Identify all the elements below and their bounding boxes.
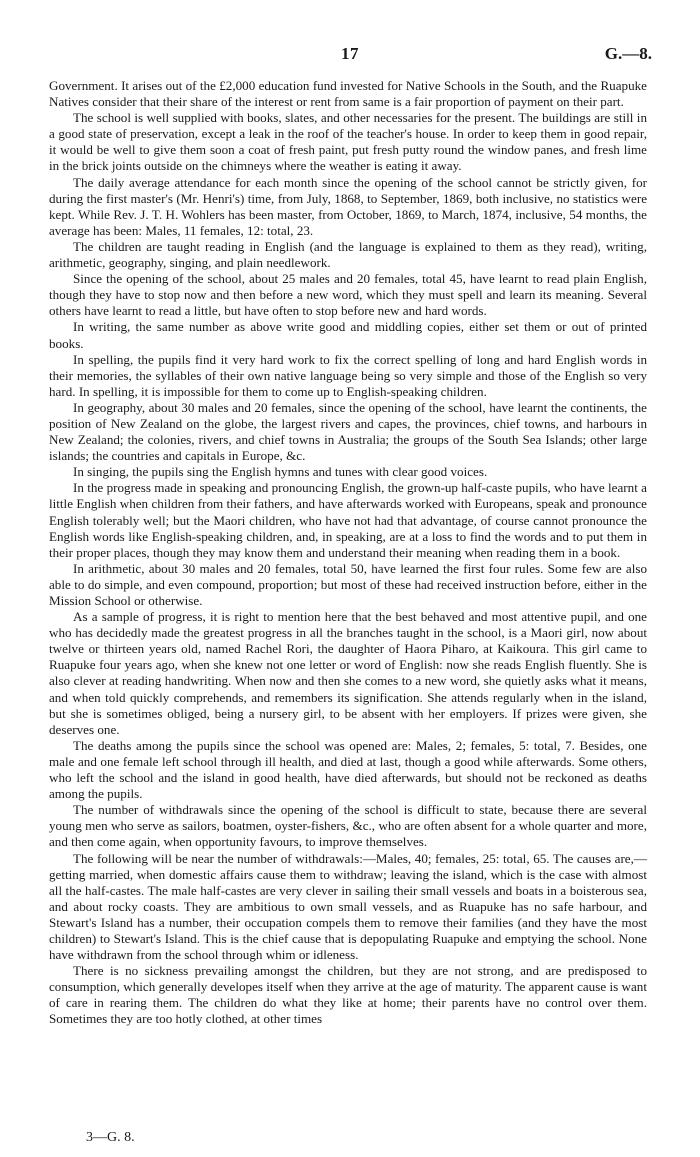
paragraph: Since the opening of the school, about 25 males and 20 females, total 45, have learnt to read plain English, though they have to stop now and then before a new word, which they must spell and learn its meaning. Several others have learnt to read a little, but have often to stop before new and hard words. — [49, 271, 647, 319]
paragraph: In the progress made in speaking and pronouncing English, the grown-up half-caste pupils, who have learnt a little English when children from their fathers, and have afterwards worked with Europeans, speak and pronounce English tolerably well; but the Maori children, who have not had that advantage, of course cannot pronounce the English words like English-speaking children, and, in speaking, are at a loss to find the words and to put them in their proper places, though they may know them and understand their meaning when reading them in a book. — [49, 480, 647, 560]
paragraph: As a sample of progress, it is right to mention here that the best behaved and most attentive pupil, and one who has decidedly made the greatest progress in all the branches taught in the school, is a Maori girl, now about twelve or thirteen years old, named Rachel Rori, the daughter of Haora Piharo, at Kaikoura. This girl came to Ruapuke four years ago, when she knew not one letter or word of English: now she reads English fluently. She is also clever at reading handwriting. When now and then she comes to a new word, she quietly asks what it means, and when told quickly comprehends, and remembers its signification. She attends regularly when in the island, but she is sometimes obliged, being a nursery girl, to be absent with her employers. If prizes were given, she deserves one. — [49, 609, 647, 737]
page-number: 17 — [341, 44, 359, 63]
paragraph: In spelling, the pupils find it very hard work to fix the correct spelling of long and hard English words in their memories, the syllables of their own native language being so very simple and those of the English so very hard. In spelling, it is impossible for them to come up to English-speaking children. — [49, 351, 647, 399]
paragraph: Government. It arises out of the £2,000 education fund invested for Native Schools in the South, and the Ruapuke Natives consider that their share of the interest or rent from same is a fair proportion of payment on their part. — [49, 78, 647, 110]
paragraph: The following will be near the number of withdrawals:—Males, 40; females, 25: total, 65. The causes are,—getting married, when domestic affairs cause them to withdraw; leaving the island, which is the case with almost all the half-castes. The male half-castes are very clever in sailing their small vessels and boats in a boisterous sea, and about rocky coasts. They are ambitious to own small vessels, and as Ruapuke has no safe harbour, and Stewart's Island has a number, their occupation compels them to remove their families (and they have the most children) to Stewart's Island. This is the chief cause that is depopulating Ruapuke and emptying the school. None have withdrawn from the school through whim or idleness. — [49, 850, 647, 963]
paragraph: The school is well supplied with books, slates, and other necessaries for the present. The buildings are still in a good state of preservation, except a leak in the roof of the teacher's house. In order to keep them in good repair, it would be well to give them soon a coat of fresh paint, put fresh putty round the window panes, and fresh lime in the brick joints outside on the chimneys where the weather is eating it away. — [49, 110, 647, 174]
paragraph: The daily average attendance for each month since the opening of the school cannot be strictly given, for during the first master's (Mr. Henri's) time, from July, 1868, to September, 1869, both inclusive, no statistics were kept. While Rev. J. T. H. Wohlers has been master, from October, 1869, to March, 1874, inclusive, 54 months, the average has been: Males, 11 females, 12: total, 23. — [49, 174, 647, 238]
paragraph: In writing, the same number as above write good and middling copies, either set them or out of printed books. — [49, 319, 647, 351]
paragraph: In geography, about 30 males and 20 females, since the opening of the school, have learnt the continents, the position of New Zealand on the globe, the largest rivers and capes, the provinces, chief towns, and harbours in New Zealand; the colonies, rivers, and chief towns in Australia; the groups of the South Sea Islands; other large islands; the countries and capitals in Europe, &c. — [49, 399, 647, 464]
paragraph: The children are taught reading in English (and the language is explained to them as they read), writing, arithmetic, geography, singing, and plain needlework. — [49, 238, 647, 271]
paragraph: In singing, the pupils sing the English hymns and tunes with clear good voices. — [73, 464, 488, 480]
paragraph: The number of withdrawals since the opening of the school is difficult to state, because there are several young men who serve as sailors, boatmen, oyster-fishers, &c., who are often absent for a whole quarter and more, and then come again, when opportunity favours, to improve themselves. — [49, 802, 647, 850]
body-text — [49, 78, 647, 1028]
paragraph: In arithmetic, about 30 males and 20 females, total 50, have learned the first four rules. Some few are also able to do simple, and even compound, proportion; but most of these had received instruction before, either in the Mission School or otherwise. — [49, 560, 647, 608]
paragraph: There is no sickness prevailing amongst the children, but they are not strong, and are predisposed to consumption, which generally developes itself when they arrive at the age of maturity. The apparent cause is want of care in rearing them. The children do what they like at home; their parents have no control over them. Sometimes they are too hotly clothed, at other times — [49, 963, 647, 1027]
paragraph: The deaths among the pupils since the school was opened are: Males, 2; females, 5: total, 7. Besides, one male and one female left school through ill health, and died at last, though a good while afterwards. Some others, who left the school and the island in good health, have died afterwards, but should not be reckoned as deaths among the pupils. — [49, 737, 647, 802]
footer-signature: 3—G. 8. — [86, 1130, 135, 1145]
document-reference: G.—8. — [604, 44, 652, 63]
